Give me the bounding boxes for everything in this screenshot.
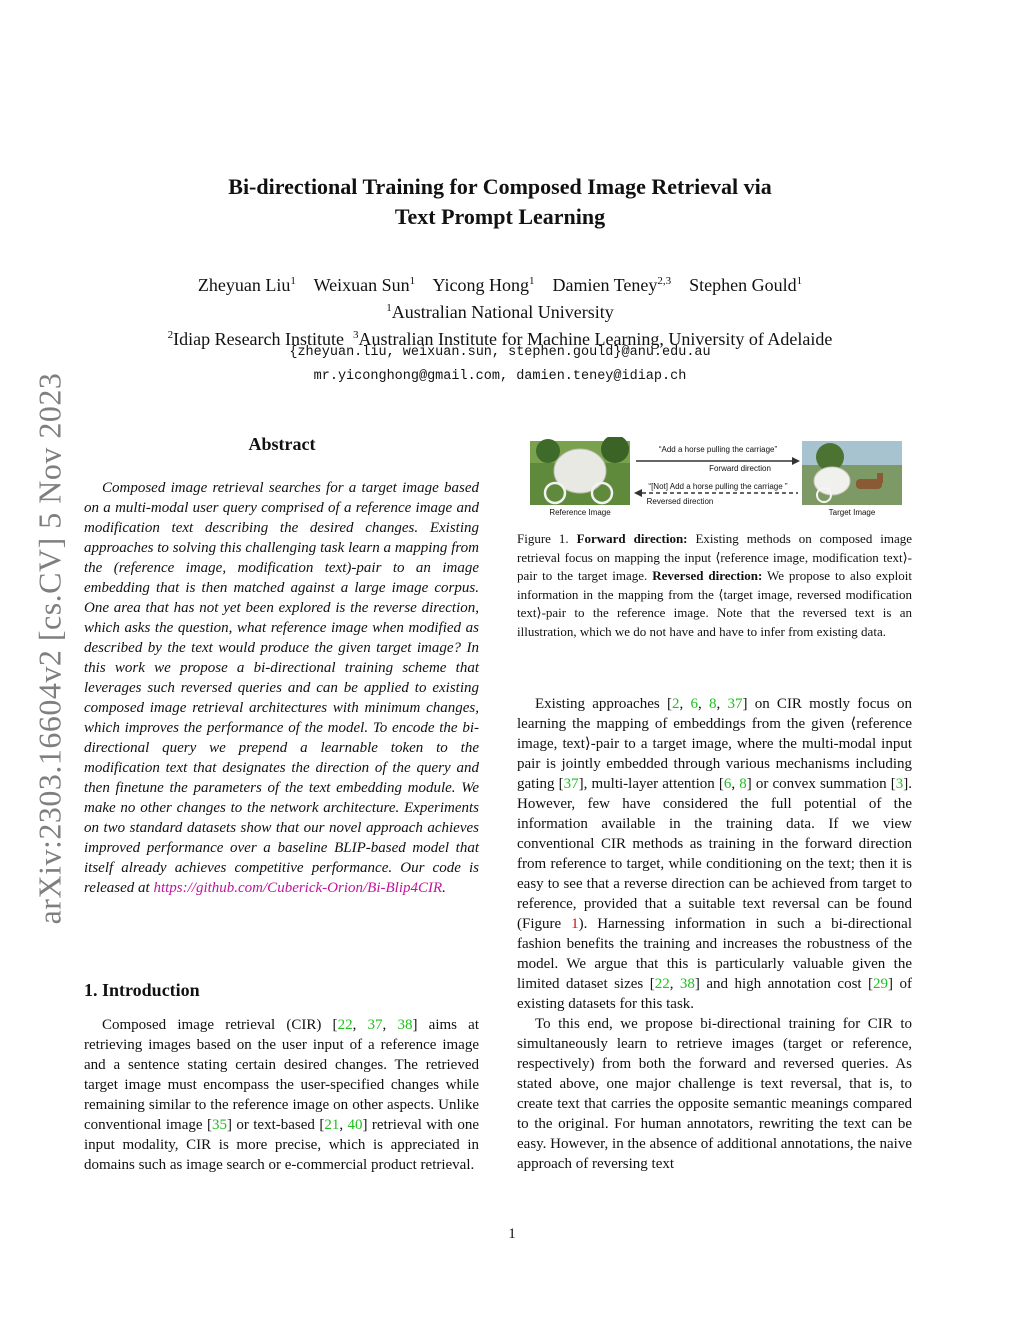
author-name: Stephen Gould <box>689 275 797 295</box>
figure-1-caption <box>517 530 912 641</box>
forward-direction-label: Forward direction <box>709 464 771 473</box>
citation-link[interactable]: 8 <box>739 776 747 792</box>
caption-bold-term: Reversed direction: <box>652 568 763 583</box>
text-run: ] on CIR mostly focus on learning the mapping of embeddings from the given ⟨reference image, text⟩-pair to a target image, where the multi-modal input pair is jointly embedded through various mechanisms including gating [ <box>517 696 913 792</box>
author-name: Yicong Hong <box>432 275 529 295</box>
affiliation-number: 1 <box>386 302 392 314</box>
citation-link[interactable]: 22 <box>337 1017 353 1033</box>
affiliation-name: Idiap Research Institute <box>173 329 345 349</box>
citation-link[interactable]: 37 <box>727 696 743 712</box>
target-image-label: Target Image <box>828 508 876 517</box>
reversed-direction-label: Reversed direction <box>646 497 714 506</box>
affiliation-number: 2 <box>167 329 174 341</box>
author-name: Zheyuan Liu <box>197 275 291 295</box>
author-affiliation: 1 <box>796 275 803 287</box>
figure-1-illustration <box>530 437 902 519</box>
text-run: Composed image retrieval (CIR) [ <box>102 1017 338 1033</box>
arxiv-stamp <box>0 0 70 1325</box>
reference-image-label: Reference Image <box>549 508 611 517</box>
citation-link[interactable]: 6 <box>723 776 732 792</box>
title-line-2: Text Prompt Learning <box>394 204 606 229</box>
author-affiliation: 1 <box>290 275 296 287</box>
abstract-text: Composed image retrieval searches for a target image based on a multi-modal user query comprised of a reference image and modification text describing the desired changes. Existing approaches to solving this challenging task learn a mapping from the (reference image, modification text)-pair to an image embedding that is then matched against a large image corpus. One area that has not yet been explored is the reverse direction, which asks the question, what reference image when modified as described by the text would produce the given target image? In this work we propose a bi-directional training scheme that leverages such reversed queries and can be applied to existing composed image retrieval architectures with minimum changes, which improves the performance of the model. To encode the bi-directional query we prepend a learnable token to the modification text that designates the direction of the query and then finetune the parameters of the text embedding module. We make no other changes to the network architecture. Experiments on two standard datasets show that our novel approach achieves improved performance over a baseline BLIP-based model that itself already achieves competitive performance. Our code is released at <box>84 480 479 896</box>
author-name: Weixuan Sun <box>313 275 410 295</box>
citation-link[interactable]: 8 <box>708 696 717 712</box>
text-run: Existing approaches [ <box>535 696 672 712</box>
email-line-1: {zheyuan.liu, weixuan.sun, stephen.gould}@anu.edu.au <box>289 345 711 360</box>
citation-link[interactable]: 3 <box>895 776 904 792</box>
right-column-body <box>517 694 912 1174</box>
abstract-heading: Abstract <box>248 434 316 454</box>
text-run: ] or text-based [ <box>226 1117 325 1133</box>
author-list <box>60 270 940 297</box>
title-line-1: Bi-directional Training for Composed Image Retrieval via <box>228 174 772 199</box>
reference-image <box>530 437 630 505</box>
citation-link[interactable]: 29 <box>873 976 889 992</box>
text-run: ] aims at retrieving images based on the user input of a reference image and a sentence stating certain desired changes. The retrieved target image must encompass the user-specified changes while remaining similar to the reference image on other aspects. Unlike conventional image [ <box>84 1017 480 1133</box>
citation-link[interactable]: 2 <box>671 696 680 712</box>
text-run: ] or convex summation [ <box>746 776 896 792</box>
citation-link[interactable]: 40 <box>347 1117 363 1133</box>
text-run: ] retrieval with one input modality, CIR is more precise, which is appreciated in domains such as image search or e-commercial product retrieval. <box>84 1117 479 1173</box>
caption-text: We propose to also exploit information in the mapping from the ⟨target image, reversed modification text⟩-pair to the reference image. Note that the reversed text is an illustration, which we do not have and have to infer from existing data. <box>517 568 912 639</box>
author-block <box>60 270 940 351</box>
text-run: ], multi-layer attention [ <box>578 776 724 792</box>
author-affiliation: 2,3 <box>657 275 672 287</box>
affiliation-name: Australian Institute for Machine Learning, University of Adelaide <box>358 329 833 349</box>
figure-reference-link[interactable]: 1 <box>571 916 579 932</box>
citation-link[interactable]: 21 <box>324 1117 340 1133</box>
caption-prefix: Figure 1. <box>517 531 569 546</box>
text-run: ] and high annotation cost [ <box>694 976 874 992</box>
page-number: 1 <box>508 1226 516 1242</box>
text-run: ] of existing datasets for this task. <box>517 976 913 1012</box>
citation-link[interactable]: 38 <box>679 976 695 992</box>
reversed-query-text: “[Not] Add a horse pulling the carriage ” <box>648 482 788 491</box>
citation-link[interactable]: 38 <box>397 1017 413 1033</box>
code-link[interactable]: https://github.com/Cuberick-Orion/Bi-Blip4CIR <box>153 880 443 896</box>
text-run: ). Harnessing information in such a bi-directional fashion benefits the training and increases the robustness of the model. We argue that this is particularly valuable given the limited dataset sizes [ <box>517 916 912 992</box>
body-paragraph: Existing approaches [2, 6, 8, 37] on CIR mostly focus on learning the mapping of embeddings from the given ⟨reference image, text⟩-pair to a target image, where the multi-modal input pair is jointly embedded through various mechanisms including gating [37], multi-layer attention [6, 8] or convex summation [3]. However, few have considered the full potential of the information available in the training data. If we view conventional CIR methods as training in the forward direction from reference to target, while conditioning on the text; then it is easy to see that a reverse direction can be achieved from target to reference, provided that a suitable text reversal can be found (Figure 1). Harnessing information in such a bi-directional fashion benefits the training and increases the robustness of the model. We argue that this is particularly valuable given the limited dataset sizes [22, 38] and high annotation cost [29] of existing datasets for this task. <box>517 696 913 1012</box>
forward-arrowhead-icon <box>792 457 800 465</box>
target-image <box>802 441 902 505</box>
paper-title <box>100 172 900 232</box>
arxiv-id: arXiv:2303.16604v2 [cs.CV] 5 Nov 2023 <box>31 372 68 925</box>
affiliation-line-1 <box>60 297 940 324</box>
citation-link[interactable]: 22 <box>654 976 670 992</box>
affiliation-name: Australian National University <box>391 302 614 322</box>
affiliation-number: 3 <box>353 329 359 341</box>
citation-link[interactable]: 35 <box>211 1117 227 1133</box>
citation-link[interactable]: 37 <box>563 776 579 792</box>
author-affiliation: 1 <box>409 275 416 287</box>
caption-bold-term: Forward direction: <box>576 531 688 546</box>
reversed-arrowhead-icon <box>634 489 642 497</box>
author-name: Damien Teney <box>552 275 658 295</box>
email-line-2: mr.yiconghong@gmail.com, damien.teney@idiap.ch <box>313 369 687 384</box>
author-affiliation: 1 <box>528 275 535 287</box>
text-run: ]. However, few have considered the full potential of the information available in the training data. If we view conventional CIR methods as training in the forward direction from reference to target, while conditioning on the text; then it is easy to see that a reverse direction can be achieved from target to reference, provided that a suitable text reversal can be found (Figure <box>517 776 913 932</box>
body-paragraph: To this end, we propose bi-directional training for CIR to simultaneously learn to retrieve images (target or reference, respectively) from both the forward and reversed queries. As stated above, one major challenge is text reversal, that is, to create text that carries the opposite semantic meanings compared to the original. For human annotators, rewriting the text can be easy. However, in the absence of additional annotations, the naive approach of reversing text <box>517 1016 912 1172</box>
section-heading-introduction: 1. Introduction <box>84 980 200 1000</box>
citation-link[interactable]: 6 <box>690 696 698 712</box>
abstract-body: Composed image retrieval searches for a target image based on a multi-modal user query comprised of a reference image and modification text describing the desired changes. Existing approaches to solving this challenging task learn a mapping from the (reference image, modification text)-pair to an image embedding that is then matched against a large image corpus. One area that has not yet been explored is the reverse direction, which asks the question, what reference image when modified as described by the text would produce the given target image? In this work we propose a bi-directional training scheme that leverages such reversed queries and can be applied to existing composed image retrieval architectures with minimum changes, which improves the performance of the model. To encode the bi-directional query we prepend a learnable token to the modification text that designates the direction of the query and then finetune the parameters of the text embedding module. We make no other changes to the network architecture. Experiments on two standard datasets show that our novel approach achieves improved performance over a baseline BLIP-based model that itself already achieves competitive performance. Our code is released at https://github.com/Cuberick-Orion/Bi-Blip4CIR. <box>84 480 479 896</box>
forward-query-text: “Add a horse pulling the carriage” <box>658 445 778 454</box>
citation-link[interactable]: 37 <box>367 1017 383 1033</box>
figure-1 <box>530 437 902 519</box>
intro-paragraph-1: Composed image retrieval (CIR) [22, 37, 38] aims at retrieving images based on the user input of a reference image and a sentence stating certain desired changes. The retrieved target image must encompass the user-specified changes while remaining similar to the reference image on other aspects. Unlike conventional image [35] or text-based [21, 40] retrieval with one input modality, CIR is more precise, which is appreciated in domains such as image search or e-commercial product retrieval. <box>84 1017 480 1173</box>
caption-text: Existing methods on composed image retrieval focus on mapping the input ⟨reference image, modification text⟩-pair to the target image. <box>517 531 913 583</box>
